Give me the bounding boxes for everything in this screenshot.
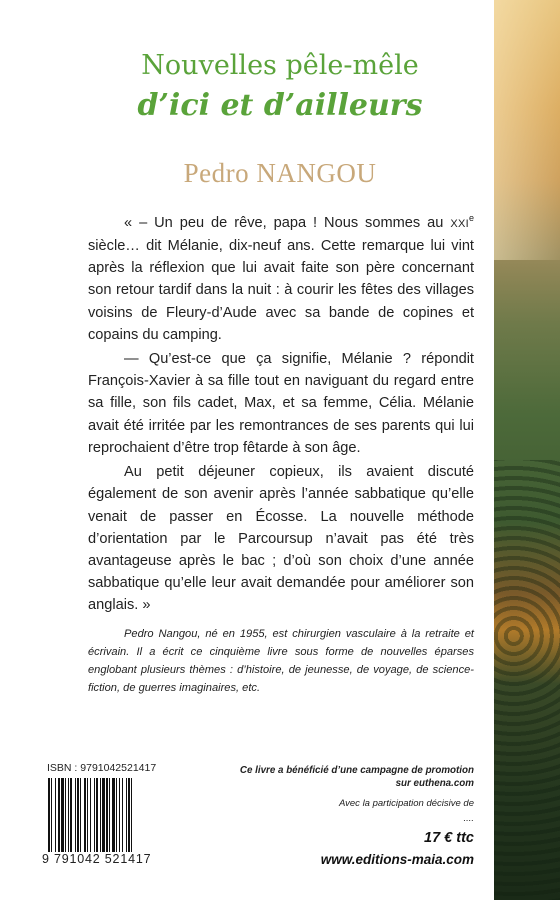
- excerpt-p1-start: « – Un peu de rêve, papa ! Nous sommes au: [124, 214, 451, 231]
- barcode-digits: 9 791042 521417: [42, 852, 152, 866]
- century-superscript: e: [468, 213, 474, 223]
- barcode-bar: [112, 778, 115, 852]
- promotion-line-1: Ce livre a bénéficié d’une campagne de promotion: [239, 765, 474, 776]
- barcode-bar: [77, 778, 79, 852]
- author-bio: [88, 625, 474, 697]
- excerpt-paragraph-2: — Qu’est-ce que ça signifie, Mélanie ? répondit François-Xavier à sa fille tout en naviguant du regard entre sa fille, son fils cadet, Max, et sa femme, Célia. Mélanie avait été irritée par les remontrances de ses parents qui lui reprochaient d’être trop fêtarde à son âge.: [88, 351, 474, 456]
- barcode-bar: [109, 778, 110, 852]
- promotion-line-2: sur euthena.com: [395, 778, 474, 789]
- century-numeral: XXI: [450, 217, 469, 230]
- barcode-bar: [70, 778, 72, 852]
- author-bio-text: Pedro Nangou, né en 1955, est chirurgien vasculaire à la retraite et écrivain. Il a écrit ce cinquième livre sous forme de nouvelles éparses englobant plusieurs thèmes : d’histoire, de jeunesse, de voyage, de science-fiction, de guerres imaginaires, etc.: [88, 628, 474, 694]
- excerpt-paragraph-3: Au petit déjeuner copieux, ils avaient discuté également de son avenir après l’année sabbatique qu’elle venait de passer en Écosse. La nouvelle méthode d’orientation par le Parcoursup n’avait pas été très avantageuse après le bac ; d’où son choix d’une année sabbatique qu’elle leur avait demandée pour améliorer son anglais. »: [88, 464, 474, 614]
- title-line-2: d’ici et d’ailleurs: [137, 88, 423, 123]
- author-name: Pedro NANGOU: [183, 158, 377, 188]
- sunlight-haze: [494, 0, 560, 260]
- barcode-bar: [58, 778, 60, 852]
- barcode-bar: [100, 778, 101, 852]
- barcode-bar: [55, 778, 56, 852]
- barcode-bar: [90, 778, 91, 852]
- barcode-bar: [122, 778, 123, 852]
- barcode-bar: [80, 778, 81, 852]
- participation-notice: [339, 796, 474, 826]
- forest-photo-strip: [494, 0, 560, 900]
- excerpt-paragraph-1: [88, 207, 474, 346]
- isbn-label: ISBN : 9791042521417: [47, 762, 157, 774]
- barcode-bar: [116, 778, 117, 852]
- price-label: 17 € ttc: [424, 830, 474, 846]
- barcode-bar: [84, 778, 86, 852]
- barcode-bar: [128, 778, 130, 852]
- barcode-bar: [96, 778, 98, 852]
- barcode-bar: [106, 778, 108, 852]
- excerpt-text: [88, 207, 474, 617]
- title-line-1: Nouvelles pêle-mêle: [141, 50, 419, 81]
- publisher-website: www.editions-maia.com: [320, 852, 474, 867]
- barcode-bar: [75, 778, 76, 852]
- barcode-bar: [68, 778, 69, 852]
- barcode-bar: [61, 778, 64, 852]
- promotion-notice: [240, 764, 474, 790]
- barcode-bar: [87, 778, 88, 852]
- barcode-bar: [119, 778, 120, 852]
- forest-foliage: [494, 460, 560, 900]
- barcode-bar: [65, 778, 66, 852]
- participation-line-2: ....: [463, 813, 474, 824]
- barcode-bar: [126, 778, 127, 852]
- barcode-bar: [102, 778, 105, 852]
- participation-line-1: Avec la participation décisive de: [338, 798, 474, 809]
- excerpt-p1-end: siècle… dit Mélanie, dix-neuf ans. Cette remarque lui vint après la réflexion que lui avait faite son père concernant son retour tardif dans la nuit : à courir les fêtes des villages voisins de Fleury-d’Aude avec sa bande de copines et copains du camping.: [88, 238, 474, 343]
